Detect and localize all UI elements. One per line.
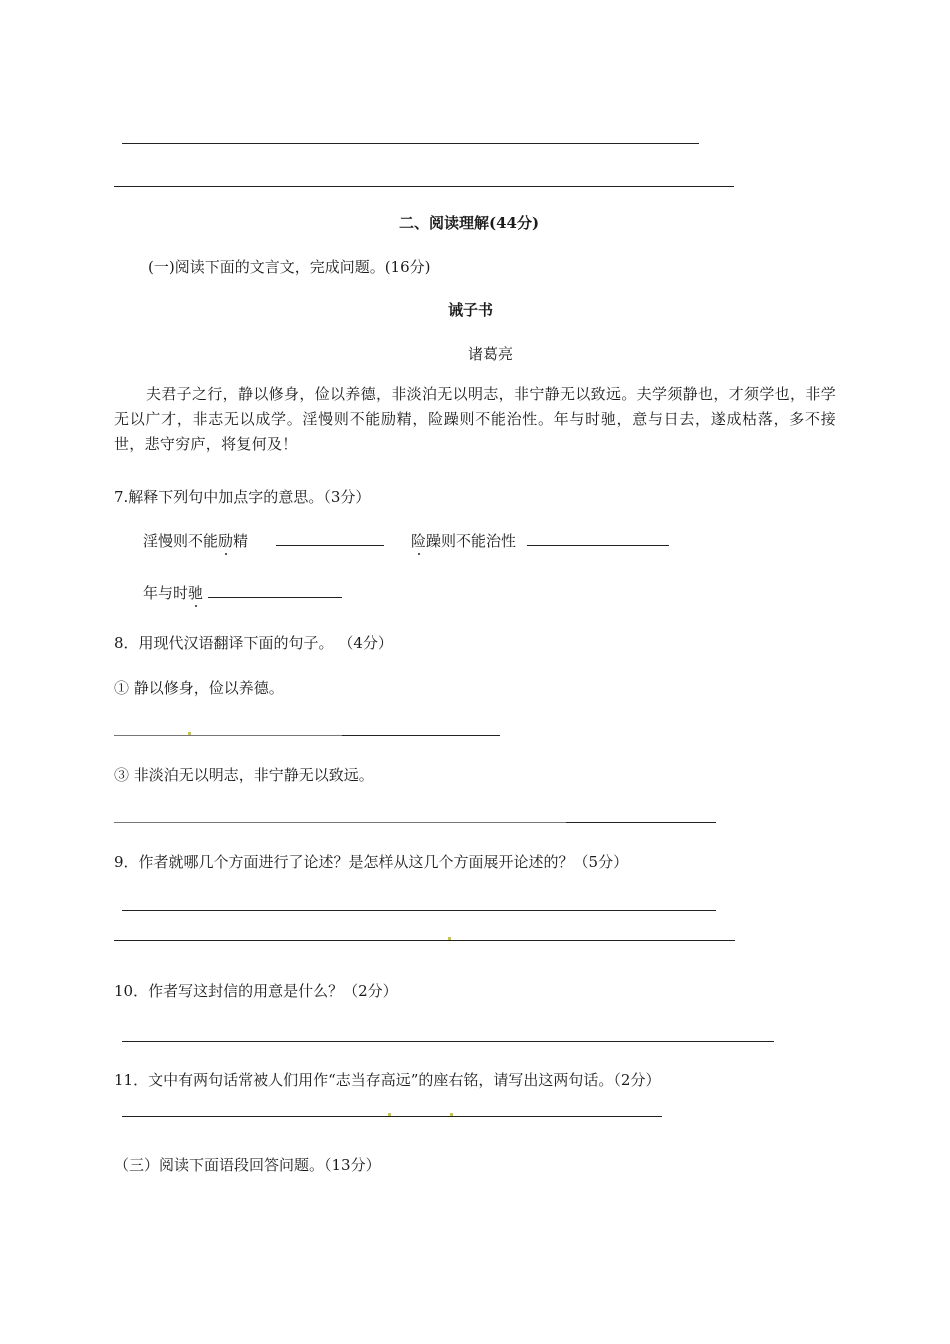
question-11-prompt: 11．文中有两句话常被人们用作“志当存高远”的座右铭，请写出这两句话。（2分） [114,1071,661,1089]
speck [448,937,451,940]
speck [388,1113,391,1116]
dotted-character: 驰 [188,584,204,602]
text-author: 诸葛亮 [468,345,514,363]
answer-line[interactable] [342,735,500,736]
answer-blank[interactable] [276,545,384,546]
q7-item-3 [143,582,203,603]
question-7-prompt: 7.解释下列句中加点字的意思。（3分） [114,488,371,506]
answer-blank[interactable] [208,597,342,598]
question-8-prompt: 8．用现代汉语翻译下面的句子。 （4分） [114,634,393,652]
speck [188,732,191,735]
q7-item-1-before: 淫慢则不能 [143,532,219,550]
answer-line [122,143,699,144]
answer-line[interactable] [122,910,716,911]
speck [450,1113,453,1116]
answer-blank[interactable] [527,545,669,546]
question-9-prompt: 9．作者就哪几个方面进行了论述？是怎样从这几个方面展开论述的？（5分） [114,853,629,871]
answer-line[interactable] [114,940,735,941]
answer-line[interactable] [114,822,566,823]
part-instruction: （三）阅读下面语段回答问题。（13分） [114,1156,381,1174]
answer-line[interactable] [566,822,716,823]
q7-item-1 [143,530,248,551]
section-title: 二、阅读理解(44分) [399,214,540,232]
q7-item-2-after: 躁则不能治性 [426,532,517,550]
answer-line [114,186,734,187]
dotted-character: 险 [411,532,427,550]
part-instruction: (一)阅读下面的文言文，完成问题。(16分) [148,258,431,276]
q7-item-2 [411,530,516,551]
question-10-prompt: 10．作者写这封信的用意是什么？（2分） [114,982,398,1000]
text-title: 诫子书 [448,301,494,319]
answer-line[interactable] [122,1116,662,1117]
dotted-character: 励 [218,532,234,550]
classical-text: 夫君子之行，静以修身，俭以养德，非淡泊无以明志，非宁静无以致远。夫学须静也，才须学也，非学无以广才，非志无以成学。淫慢则不能励精，险躁则不能治性。年与时驰，意与日去，遂成枯落，多不接世，悲守穷庐，将复何及！ [114,385,836,453]
q8-sentence-2: ③ 非淡泊无以明志，非宁静无以致远。 [114,766,374,784]
answer-line[interactable] [122,1041,774,1042]
q8-sentence-1: ① 静以修身，俭以养德。 [114,679,284,697]
q7-item-1-after: 精 [233,532,249,550]
answer-line[interactable] [114,735,342,736]
q7-item-3-before: 年与时 [143,584,189,602]
